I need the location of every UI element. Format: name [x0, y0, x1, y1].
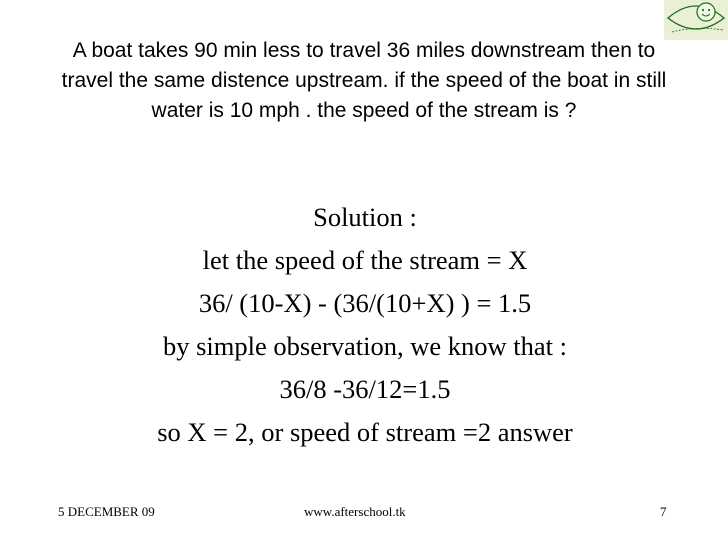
solution-line: let the speed of the stream = X [202, 245, 528, 275]
solution-line: 36/8 -36/12=1.5 [279, 374, 451, 404]
footer-website: www.afterschool.tk [304, 504, 406, 519]
question-text: A boat takes 90 min less to travel 36 miles downstream then to travel the same distence upstream. if the speed of the boat in still water is 10 mph . the speed of the stream is ? [61, 39, 667, 122]
solution-answer: so X = 2, or speed of stream =2 answer [157, 417, 573, 447]
solution-line: 36/ (10-X) - (36/(10+X) ) = 1.5 [198, 288, 532, 318]
footer-date: 5 DECEMBER 09 [58, 504, 155, 519]
solution-line: by simple observation, we know that : [162, 331, 568, 361]
solution-block [40, 196, 690, 454]
solution-heading: Solution : [313, 202, 417, 232]
smiley-logo-icon [664, 0, 728, 40]
page-number: 7 [660, 504, 667, 519]
